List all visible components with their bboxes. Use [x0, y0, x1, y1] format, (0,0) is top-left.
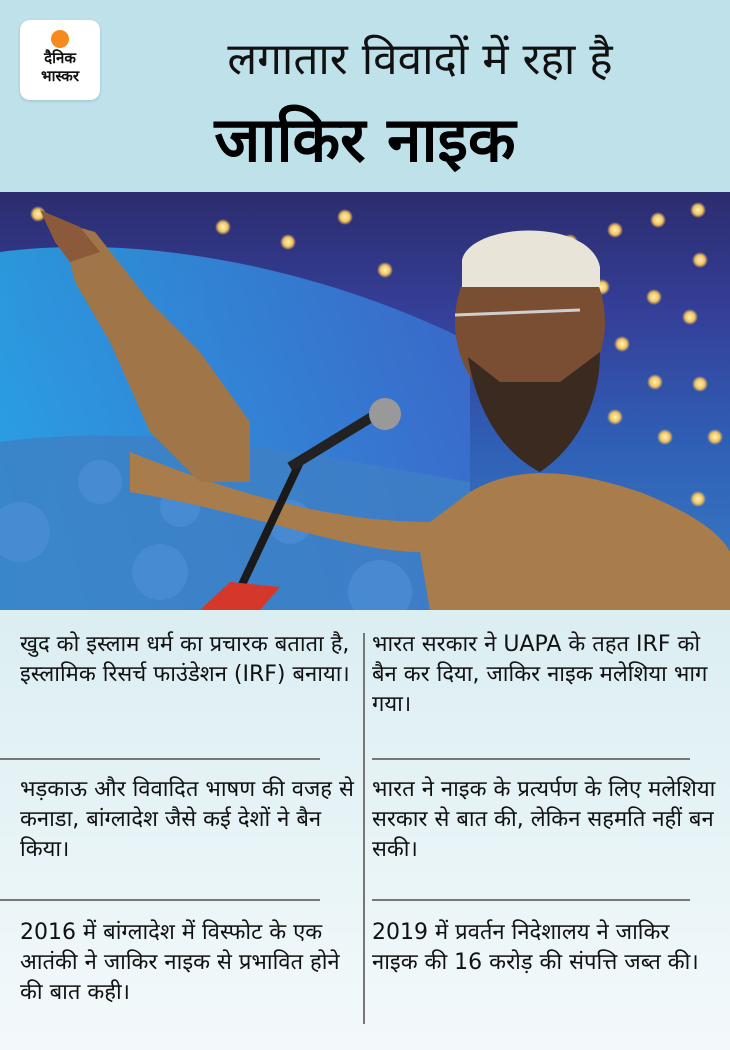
dainik-bhaskar-logo: [20, 20, 100, 100]
headline-line1: लगातार विवादों में रहा है: [227, 34, 613, 85]
speaker-illustration: [0, 192, 730, 610]
fact-item: भारत ने नाइक के प्रत्यर्पण के लिए मलेशिया सरकार से बात की, लेकिन सहमति नहीं बन सकी।: [372, 777, 716, 862]
fact-item: खुद को इस्लाम धर्म का प्रचारक बताता है, इस्लामिक रिसर्च फाउंडेशन (IRF) बनाया।: [20, 632, 350, 687]
row-divider: [0, 899, 320, 901]
fact-item: 2019 में प्रवर्तन निदेशालय ने जाकिर नाइक की 16 करोड़ की संपत्ति जब्त की।: [372, 920, 699, 975]
fact-item: भारत सरकार ने UAPA के तहत IRF को बैन कर दिया, जाकिर नाइक मलेशिया भाग गया।: [372, 632, 708, 717]
logo-text-line2: भास्कर: [41, 67, 79, 85]
logo-text-line1: दैनिक: [44, 49, 76, 67]
row-divider: [0, 758, 320, 760]
column-divider: [363, 633, 365, 1024]
fact-item: 2016 में बांग्लादेश में विस्फोट के एक आतंकी ने जाकिर नाइक से प्रभावित होने की बात कही।: [20, 920, 340, 1005]
speaker-photo: [0, 192, 730, 610]
row-divider: [372, 758, 690, 760]
header-banner: [0, 0, 730, 192]
headline-line2: जाकिर नाइक: [214, 103, 516, 176]
sun-icon: [51, 30, 69, 48]
fact-item: भड़काऊ और विवादित भाषण की वजह से कनाडा, बांग्लादेश जैसे कई देशों ने बैन किया।: [20, 777, 354, 862]
row-divider: [372, 899, 690, 901]
